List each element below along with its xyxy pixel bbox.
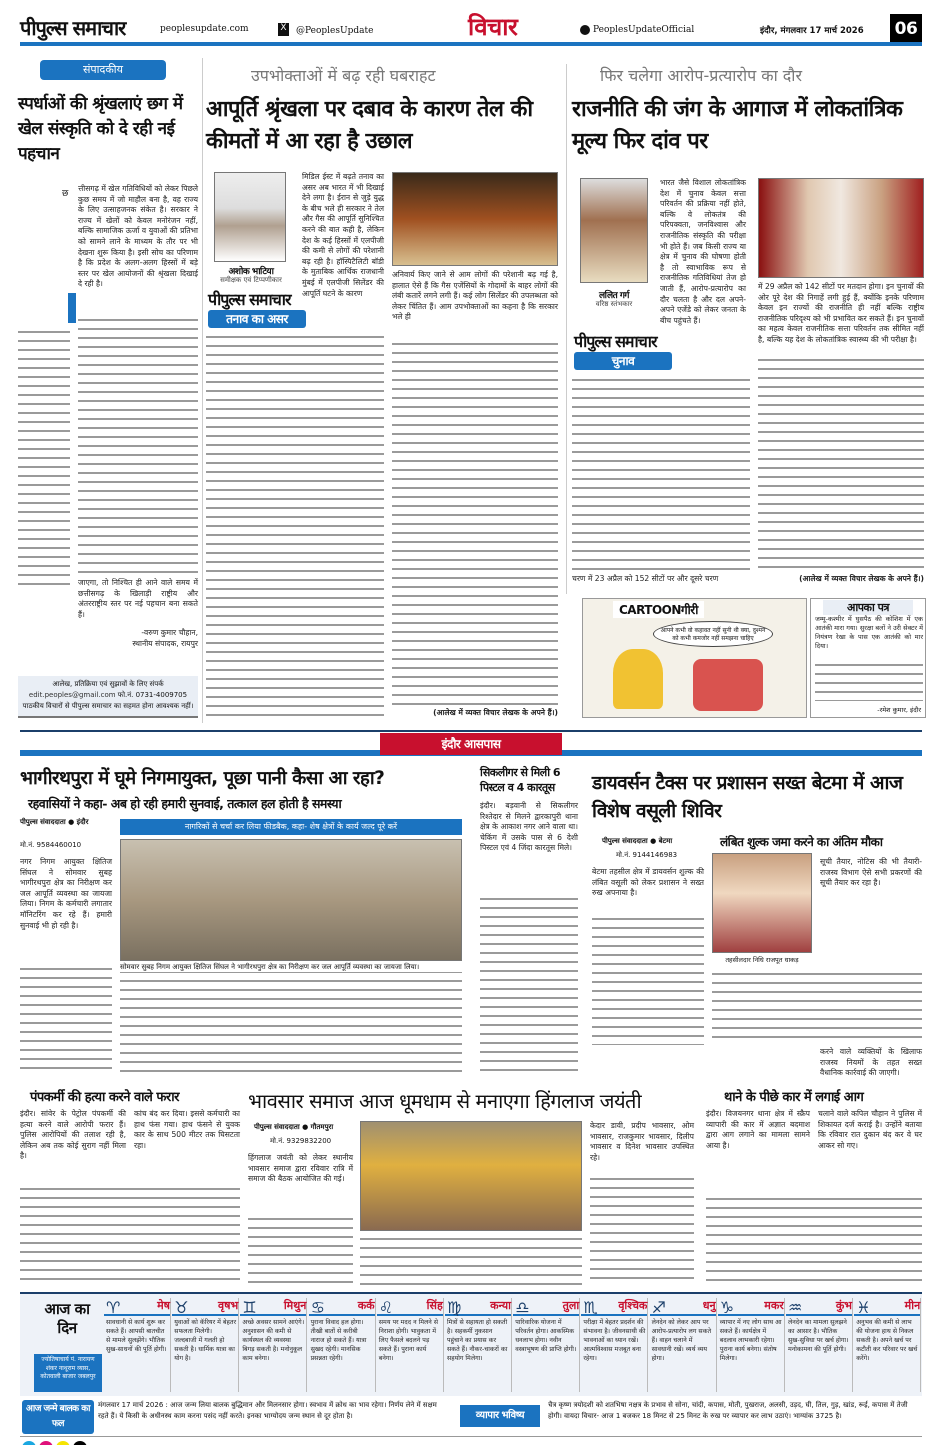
website-link[interactable]: peoplesupdate.com xyxy=(160,24,249,34)
fuel-author-role: समीक्षक एवं टिप्पणीकार xyxy=(220,276,282,284)
jayanti-headline: भावसार समाज आज धूमधाम से मनाएगा हिंगलाज जयंती xyxy=(248,1089,642,1113)
registration-dot-cyan xyxy=(22,1441,36,1445)
zodiac-icon: ♋ xyxy=(310,1298,325,1317)
rashifal-sign xyxy=(309,1298,376,1392)
zodiac-icon: ♓ xyxy=(856,1298,871,1317)
rashifal-sign xyxy=(718,1298,785,1392)
registration-dot-magenta xyxy=(39,1441,53,1445)
editorial-author-role: स्थानीय संपादक, रायपुर xyxy=(132,639,198,648)
tax-headline: डायवर्सन टैक्स पर प्रशासन सख्त बेटमा में आज विशेष वसूली शिविर xyxy=(592,772,903,822)
politics-kicker: फिर चलेगा आरोप-प्रत्यारोप का दौर xyxy=(600,66,802,85)
sign-text: पारिवारिक योजना में परिवर्तन होगा। आकस्मिक धनलाभ होगा। नवीन वस्त्राभूषण की प्राप्ति होगी। xyxy=(515,1319,577,1353)
sign-name: तुला xyxy=(513,1298,579,1316)
sign-name: कर्क xyxy=(309,1298,375,1316)
murder-text-lines xyxy=(20,1185,240,1283)
editorial-headline: स्पर्धाओं की श्रृंखलाएं छग में खेल संस्कृति को दे रही नई पहचान xyxy=(18,94,183,164)
column-divider xyxy=(566,64,567,594)
indore-section-band xyxy=(20,730,922,760)
birth-label: आज जन्मे बालक का फल xyxy=(22,1400,94,1434)
tax-text-lines-1 xyxy=(592,915,704,1045)
sign-name: वृषभ xyxy=(172,1298,238,1316)
zodiac-icon: ♈ xyxy=(106,1298,121,1317)
lead-strap: नागरिकों से चर्चा कर लिया फीडबैक, कहा- शेष क्षेत्रों के कार्य जल्द पूरे करें xyxy=(120,819,462,835)
zodiac-icon: ♎ xyxy=(515,1298,530,1317)
pistol-article xyxy=(480,765,580,1080)
footer-rule xyxy=(20,1436,922,1437)
fire-body: इंदौर। विजयनगर थाना क्षेत्र में स्क्रैप व्यापारी की कार में अज्ञात बदमाश द्वारा आग लगाने का मामला सामने आया है। xyxy=(706,1109,810,1150)
zodiac-icon: ♍ xyxy=(447,1298,462,1317)
editorial-dropcap: छ xyxy=(62,189,69,199)
murder-body: इंदौर। सांवेर के पेट्रोल पंपकर्मी की हत्या करने वाले आरोपी फरार हैं। पुलिस आरोपियों की तलाश रही है, लेकिन अब तक कोई सुराग नहीं मिला है। xyxy=(20,1109,126,1161)
lead-headline: भागीरथपुरा में घूमे निगमायुक्त, पूछा पानी कैसा आ रहा? xyxy=(20,768,385,789)
lead-subhead: रहवासियों ने कहा- अब हो रही हमारी सुनवाई, तत्काल हल होती है समस्या xyxy=(28,796,342,811)
page-number: 06 xyxy=(890,14,922,44)
section-title: विचार xyxy=(468,13,518,41)
sign-text: सावधानी से कार्य शुरू कर सकते हैं। आपसी बातचीत से मामले सुलझेंगे। भौतिक सुख-साधनों की पूर्ति होगी। xyxy=(106,1319,167,1353)
fuel-badge: तनाव का असर xyxy=(208,310,306,328)
author-photo-lalit xyxy=(580,178,648,283)
indore-lead-article xyxy=(20,765,465,1080)
tehsildar-photo xyxy=(712,853,812,953)
editorial-side-lines xyxy=(18,328,70,588)
murder-body-2: कांच बंद कर दिया। इससे कर्मचारी का हाथ फंस गया। हाथ फंसने से युवक कार के साथ 500 मीटर तक घिसटता रहा। xyxy=(134,1109,240,1150)
jayanti-text-lines-2 xyxy=(360,1235,582,1285)
cartoon-figure xyxy=(613,649,663,709)
sign-name: मिथुन xyxy=(240,1298,306,1316)
registration-marks xyxy=(22,1440,922,1445)
fuel-headline: आपूर्ति श्रृंखला पर दबाव के कारण तेल की कीमतों में आ रहा है उछाल xyxy=(206,97,533,154)
fuel-text-lines-2 xyxy=(392,340,558,705)
politics-text-lines-2 xyxy=(758,356,924,572)
x-handle[interactable]: @PeoplesUpdate xyxy=(296,26,374,36)
tax-phone: मो.नं. 9144146983 xyxy=(616,851,678,859)
sign-name: कन्या xyxy=(445,1298,511,1316)
editorial-text-lines xyxy=(78,316,198,578)
lead-photo-caption: सोमवार सुबह निगम आयुक्त क्षितिज सिंघल ने भागीरथपुरा क्षेत्र का निरीक्षण कर जल आपूर्ति व्यवस्था का जायजा लिया। xyxy=(120,963,462,973)
sign-name: कुंभ xyxy=(786,1298,852,1316)
zodiac-icon: ♏ xyxy=(583,1298,598,1317)
rashifal-sign xyxy=(104,1298,171,1392)
politics-intro: भारत जैसे विशाल लोकतांत्रिक देश में चुनाव केवल सत्ता परिवर्तन की प्रक्रिया नहीं होते, बल्कि वे लोकतंत्र की परिपक्वता, जनविश्वास और राजनीतिक संस्कृति की परीक्षा भी होते हैं। जब किसी राज्य या क्षेत्र में चुनाव की घोषणा होती है तो स्वाभाविक रूप से राजनीतिक गतिविधियां तेज हो जाती हैं, आरोप-प्रत्यारोप का दौर चलता है और दल अपने-अपने एजेंडे को लेकर जनता के बीच पहुंचते हैं। xyxy=(660,178,746,325)
rashifal-sign xyxy=(786,1298,853,1392)
trade-text: चैत्र कृष्ण त्रयोदशी को शतभिषा नक्षत्र के प्रभाव से सोना, चांदी, कपास, मोती, पुखराज, अलसी, उड़द, घी, तिल, गुड़, खांड, रूई, कपास में तेजी होगी। वायदा विचार- आज 1 बजकर 18 मिनट से 25 मिनट के रुख पर व्यापार कर लाभ उठाएं। भाग्यांक 3725 है। xyxy=(548,1401,908,1420)
sign-text: व्यापार में नए लोग साथ आ सकते हैं। कार्यक्षेत्र में बदलाव लाभकारी रहेगा। पुराना कार्य बनेगा। संतोष मिलेगा। xyxy=(719,1319,782,1362)
contact-box xyxy=(18,676,198,718)
editorial-marker xyxy=(68,293,76,323)
jayanti-byline: पीपुल्स संवाददाता ● गौतमपुरा xyxy=(254,1123,334,1131)
cartoon-box xyxy=(582,598,807,718)
editorial-author: -वरुण कुमार चौहान, xyxy=(141,628,198,637)
zodiac-icon: ♌ xyxy=(378,1298,394,1317)
sign-text: लेनदेन का मामला सुलझने का आसार है। भौतिक सुख-सुविधा पर खर्च होगा। मनोकामना की पूर्ति होगी। xyxy=(788,1319,849,1353)
sign-text: युवाओं को कॅरियर में बेहतर सफलता मिलेगी। जल्दबाजी में गलती हो सकती है। धार्मिक यात्रा का योग है। xyxy=(174,1319,237,1362)
rashifal-sign xyxy=(377,1298,444,1392)
masthead-rule xyxy=(20,42,922,46)
jayanti-text-lines-3 xyxy=(590,1175,694,1285)
tax-end: करने वाले व्यक्तियों के खिलाफ राजस्व नियमों के तहत सख्त वैधानिक कार्रवाई की जाएगी। xyxy=(820,1047,922,1078)
rashifal-sign xyxy=(172,1298,239,1392)
jayanti-body-2: केदार डावी, प्रदीप भावसार, ओम भावसार, राजकुमार भावसार, दिलीप भावसार व दिनेश भावसार उपस्थित रहे। xyxy=(590,1121,694,1162)
cartoon-title: CARTOONगीरी xyxy=(613,601,704,618)
murder-headline: पंपकर्मी की हत्या करने वाले फरार xyxy=(30,1090,179,1105)
zodiac-icon: ♊ xyxy=(242,1298,257,1317)
sign-text: पुराना विवाद हल होगा। तीखी बातों से करीबी नाराज हो सकते हैं। यात्रा सुखद रहेगी। मानसिक प्रसन्नता रहेगी। xyxy=(310,1319,367,1362)
jayanti-body: हिंगलाज जयंती को लेकर स्थानीय भावसार समाज द्वारा रविवार रात्रि में समाज की बैठक आयोजित की गई। xyxy=(248,1153,353,1184)
zodiac-icon: ♉ xyxy=(174,1298,189,1317)
tax-article xyxy=(592,765,924,1080)
letter-author: -रमेश कुमार, इंदौर xyxy=(877,706,921,714)
politics-author: ललित गर्ग xyxy=(599,291,629,301)
birth-text: मंगलवार 17 मार्च 2026 : आज जन्म लिया बालक बुद्धिमान और मिलनसार होगा। स्वभाव में क्रोध का भाव रहेगा। निर्णय लेने में सक्षम रहते हैं। ये किसी के अधीनस्थ काम करना पसंद नहीं करते। इनका भाग्योदय जन्म स्थान से दूर होता है। xyxy=(98,1401,437,1420)
tax-side: सूची तैयार, नोटिस की भी तैयारी-राजस्व विभाग ऐसे सभी प्रकरणों की सूची तैयार कर रहा है। xyxy=(820,857,922,888)
fuel-kicker: उपभोक्ताओं में बढ़ रही घबराहट xyxy=(251,66,436,85)
politics-author-role: वरिष्ठ स्तंभकार xyxy=(595,300,633,308)
zodiac-icon: ♒ xyxy=(788,1298,803,1317)
fuel-author: अशोक भाटिया xyxy=(228,267,274,277)
politics-headline: राजनीति की जंग के आगाज में लोकतांत्रिक मूल्य फिर दांव पर xyxy=(572,97,903,154)
pistol-text-lines xyxy=(480,895,578,1075)
sign-text: लेनदेन को लेकर आप पर आरोप-प्रत्यारोप लग सकते हैं। वाहन चलाने में सावधानी रखें। व्यर्थ व्यय होगा। xyxy=(651,1319,712,1362)
pistol-headline: सिकलीगर से मिली 6 पिस्टल व 4 कारतूस xyxy=(480,766,561,794)
cartoon-speech-bubble: आपने कभी वो कहावत नहीं सुनी थी क्या, दुश्मन को कभी कमजोर नहीं समझना चाहिए xyxy=(653,621,773,647)
trade-label: व्यापार भविष्य xyxy=(460,1405,540,1427)
dateline: इंदौर, मंगलवार 17 मार्च 2026 xyxy=(760,26,864,36)
editorial-ending: जाएगा, तो निश्चित ही आने वाले समय में छत्तीसगढ़ के खिलाड़ी राष्ट्रीय और अंतरराष्ट्रीय स्तर पर नई पहचान बना सकते हैं। xyxy=(78,578,198,619)
lead-byline: पीपुल्स संवाददाता ● इंदौर xyxy=(20,818,89,826)
contact-email[interactable]: edit.peoples@gmail.com xyxy=(28,691,116,699)
sign-name: मेष xyxy=(104,1298,170,1316)
masthead xyxy=(0,0,945,44)
rashifal-sign xyxy=(513,1298,580,1392)
sign-text: मित्रों से सहायता हो सकती है। सहकर्मी नुकसान पहुंचाने का प्रयास कर सकते हैं। नौकर-चाकरों का सहयोग मिलेगा। xyxy=(447,1319,508,1362)
facebook-icon xyxy=(580,25,590,35)
contact-phone: फो.नं. 0731-4009705 xyxy=(117,691,188,699)
politics-footer: (आलेख में व्यक्त विचार लेखक के अपने हैं।) xyxy=(799,574,924,583)
registration-dot-yellow xyxy=(56,1441,70,1445)
jayanti-article xyxy=(248,1085,696,1290)
fire-text-lines xyxy=(706,1195,922,1285)
sign-name: वृश्चिक xyxy=(581,1298,647,1316)
sign-name: मकर xyxy=(718,1298,784,1316)
lead-text-lines-1 xyxy=(20,965,112,1075)
facebook-handle[interactable]: PeoplesUpdateOfficial xyxy=(593,25,695,35)
jayanti-phone: मो.नं. 9329832200 xyxy=(270,1137,332,1145)
astrologer-credit: ज्योतिषाचार्य पं. नारायण शंकर नाथूराम व्यास, कोतवाली बाजार जबलपुर xyxy=(34,1354,102,1392)
tax-photo-caption: तहसीलदार निधि राजपूत धाकड़ xyxy=(725,956,799,964)
fuel-article xyxy=(206,58,561,723)
lead-text-lines-2 xyxy=(120,977,462,1075)
reader-letter-box xyxy=(810,598,926,718)
leaders-collage-photo xyxy=(758,178,924,278)
politics-article xyxy=(572,58,924,598)
badge-logo: पीपुल्स समाचार xyxy=(574,332,657,351)
rashifal-sign xyxy=(581,1298,648,1392)
jayanti-text-lines-1 xyxy=(248,1215,353,1285)
rashifal-title: आज का दिन xyxy=(44,1300,90,1337)
lead-body: नगर निगम आयुक्त क्षितिज सिंघल ने सोमवार सुबह भागीरथपुरा क्षेत्र का निरीक्षण कर जल आपूर्ति व्यवस्था का जायजा लिया। निगम के कर्मचारी लगातार मॉनिटरिंग कर रहे हैं। हमारी सुनवाई भी हो रही है। xyxy=(20,857,112,930)
samaj-meeting-photo xyxy=(360,1121,582,1231)
letter-text-lines xyxy=(815,661,923,701)
fuel-intro: मिडिल ईस्ट में बढ़ते तनाव का असर अब भारत में भी दिखाई देने लगा है। ईरान से जुड़े युद्ध के बीच भले ही सरकार ने तेल और गैस की आपूर्ति सुनिश्चित करने की बात कही है, लेकिन देश के कई हिस्सों में एलपीजी की कमी से लोगों की परेशानी बढ़ रही है। हॉस्पिटैलिटी बॉडी के मुताबिक आर्थिक राजधानी मुंबई में एलपीजी सिलेंडर की आपूर्ति घटने के कारण xyxy=(302,172,384,298)
sign-text: अच्छे अवसर सामने आएंगे। अनुशासन की कमी से कार्यस्थल की व्यवस्था बिगड़ सकती है। मनोनुकूल काम बनेगा। xyxy=(242,1319,305,1362)
sign-text: परीक्षा में बेहतर प्रदर्शन की संभावना है। जीवनसाथी की भावनाओं का ध्यान रखें। आत्मविश्वास मजबूत बना रहेगा। xyxy=(583,1319,646,1362)
politics-badge: चुनाव xyxy=(574,352,672,370)
editorial-body: त्तीसगढ़ में खेल गतिविधियों को लेकर पिछले कुछ समय में जो माहौल बना है, वह राज्य के लिए उत्साहजनक संकेत है। सरकार ने राज्य में खेलों को केवल मनोरंजन नहीं, बल्कि सामाजिक ऊर्जा व युवाओं की प्रतिभा को सामने लाने के माध्यम के तौर पर भी देखना शुरू किया है। इसी सोच का परिणाम है कि प्रदेश के अलग-अलग हिस्सों में बड़े स्तर पर खेल आयोजनों की श्रृंखला दिखाई दे रही है। xyxy=(78,184,198,289)
rashifal-sign xyxy=(650,1298,717,1392)
fuel-text-lines-1 xyxy=(206,333,384,718)
indore-section-title: इंदौर आसपास xyxy=(380,733,562,755)
fuel-footer: (आलेख में व्यक्त विचार लेखक के अपने हैं।) xyxy=(433,708,558,717)
sign-name: मीन xyxy=(854,1298,920,1316)
tax-text-lines-2 xyxy=(712,970,922,1045)
rashifal-sign xyxy=(854,1298,921,1392)
zodiac-icon: ♑ xyxy=(719,1298,735,1317)
band-rule-top xyxy=(20,730,922,732)
rashifal-sign xyxy=(445,1298,512,1392)
editorial-column xyxy=(18,58,198,723)
sign-text: समय पर मदद न मिलने से निराशा होगी। भावुकता में लिए फैसले बदलने पड़ सकते हैं। पुराना कार्य बनेगा। xyxy=(378,1319,438,1362)
letter-title: आपका पत्र xyxy=(823,600,913,615)
rashifal-sign xyxy=(240,1298,307,1392)
x-icon: X xyxy=(278,23,289,36)
newspaper-logo: पीपुल्स समाचार xyxy=(20,16,126,40)
inspection-photo xyxy=(120,839,462,961)
disclaimer: पाठकीय विचारों से पीपुल्स समाचार का सहमत होना आवश्यक नहीं। xyxy=(22,702,194,710)
politics-text-lines-1 xyxy=(572,376,750,572)
tax-body: बेटमा तहसील क्षेत्र में डायवर्सन शुल्क की लंबित वसूली को लेकर प्रशासन ने सख्त रुख अपनाया है। xyxy=(592,867,704,898)
registration-dot-black xyxy=(73,1441,87,1445)
fire-article xyxy=(706,1085,924,1290)
author-photo-ashok xyxy=(214,172,286,262)
cartoon-figure xyxy=(693,659,763,711)
zodiac-icon: ♐ xyxy=(651,1298,666,1317)
sign-name: सिंह xyxy=(377,1298,443,1316)
sign-text: अनुभव की कमी से लाभ की योजना हाथ से निकल सकती है। अपने खर्च पर कटौती कर परिवार पर खर्च करेंगे। xyxy=(856,1319,918,1362)
oil-gas-photo xyxy=(392,172,558,266)
lead-phone: मो.नं. 9584460010 xyxy=(20,841,82,849)
column-divider xyxy=(202,58,203,723)
tax-subhead: लंबित शुल्क जमा करने का अंतिम मौका xyxy=(720,835,883,849)
fire-headline: थाने के पीछे कार में लगाई आग xyxy=(724,1090,864,1105)
pistol-body: इंदौर। बड़वानी से सिकलीगर रिश्तेदार से मिलने द्वारकापुरी थाना क्षेत्र के आकाश नगर आने वाला था। चेकिंग में उसके पास से 6 देशी पिस्टल एवं 4 जिंदा कारतूस मिले। xyxy=(480,801,578,853)
fire-body-2: चलाने वाले कपिल चौहान ने पुलिस में शिकायत दर्ज कराई है। उन्होंने बताया कि रविवार रात दुकान बंद कर वे घर आकर सो गए। xyxy=(818,1109,922,1150)
editorial-tag: संपादकीय xyxy=(40,60,166,80)
letter-body: जम्मू-कश्मीर में घुसपैठ की कोशिश में एक आतंकी मारा गया। सुरक्षा बलों ने उरी सेक्टर में नियंत्रण रेखा के पास एक आतंकी को मार दिया। xyxy=(815,615,923,650)
contact-label: आलेख, प्रतिक्रिया एवं सुझावों के लिए संपर्क xyxy=(52,680,164,688)
politics-col1-end: चरण में 23 अप्रैल को 152 सीटों पर और दूसरे चरण xyxy=(572,574,719,583)
politics-col2: में 29 अप्रैल को 142 सीटों पर मतदान होगा। इन चुनावों की ओर पूरे देश की निगाहें लगी हुई हैं, क्योंकि इनके परिणाम केवल इन राज्यों की राजनीति ही नहीं बल्कि राष्ट्रीय राजनीतिक परिदृश्य को भी प्रभावित कर सकते हैं। इन चुनावों का महत्व केवल राजनीतिक सत्ता परिवर्तन तक सीमित नहीं है, बल्कि यह देश के लोकतांत्रिक स्वास्थ्य की भी परीक्षा है। xyxy=(758,282,924,344)
sign-name: धनु xyxy=(650,1298,716,1316)
murder-article xyxy=(20,1085,242,1290)
tax-byline: पीपुल्स संवाददाता ● बेटमा xyxy=(602,837,673,845)
badge-logo: पीपुल्स समाचार xyxy=(208,290,291,309)
fuel-col2: अनिवार्य किए जाने से आम लोगों की परेशानी बढ़ गई है, हालात ऐसे हैं कि गैस एजेंसियों के गोदामों के बाहर लोगों की लंबी कतारें लगने लगी हैं। कई लोग सिलेंडर की उपलब्धता को लेकर चिंतित हैं। आम उपभोक्ताओं का कहना है कि सरकार भले ही xyxy=(392,270,558,322)
